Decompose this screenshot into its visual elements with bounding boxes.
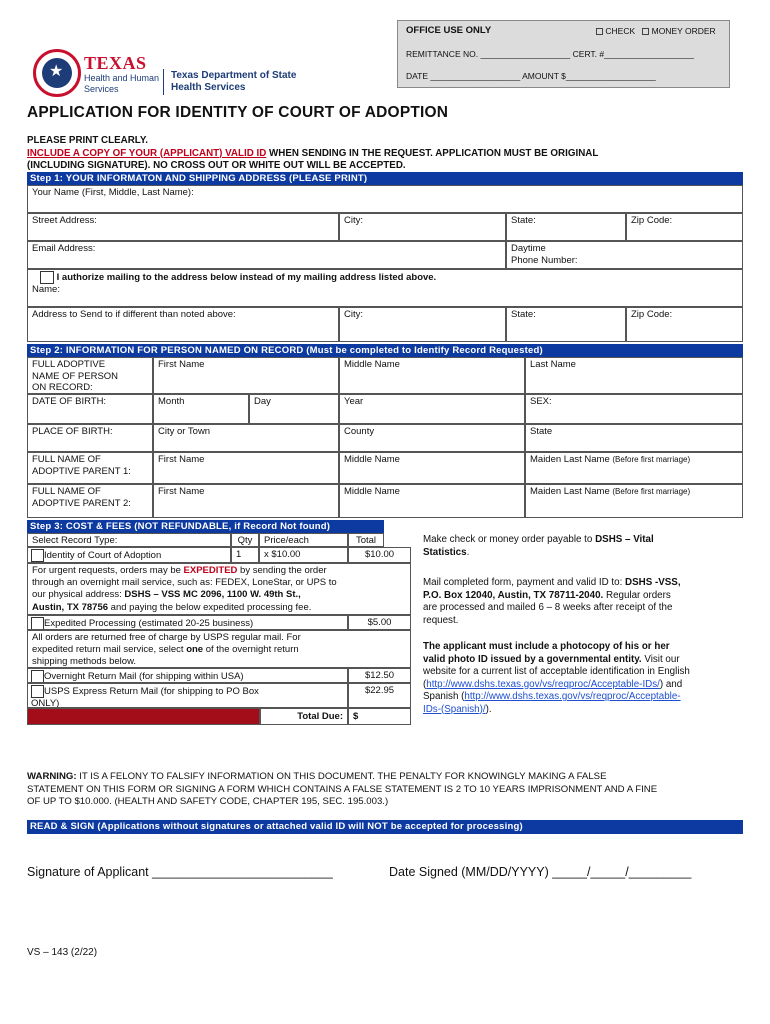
star-icon: ★ <box>49 63 64 80</box>
urgent-part-4: our physical address: <box>32 589 125 601</box>
urgent-part-1: For urgent requests, orders may be <box>32 565 184 576</box>
qty-header: Qty <box>231 533 259 547</box>
signature-notice: (INCLUDING SIGNATURE). NO CROSS OUT OR WHITE OUT WILL BE ACCEPTED. <box>27 160 406 171</box>
send-address-label: Address to Send to if different than noted above: <box>32 309 236 320</box>
expedited-row <box>27 615 348 630</box>
payment-type <box>596 26 723 36</box>
dob-month[interactable] <box>153 394 249 424</box>
mail-address-1: DSHS -VSS, <box>625 577 681 588</box>
pob-state-label: State <box>530 426 553 437</box>
full-adoptive-line-3: ON RECORD: <box>32 382 93 393</box>
phone-label-1: Daytime <box>511 243 546 254</box>
usps-label-2: ONLY) <box>31 698 60 708</box>
your-name-field[interactable] <box>27 185 743 213</box>
select-record-label <box>27 533 231 547</box>
check-label: CHECK <box>605 26 636 36</box>
alt-zip-label: Zip Code: <box>631 309 673 320</box>
include-id-notice: INCLUDE A COPY OF YOUR (APPLICANT) VALID ID <box>27 147 267 159</box>
payable-to-2: Statistics <box>423 546 467 558</box>
city-town-label: City or Town <box>158 426 211 437</box>
urgent-part-3: through an overnight mail service, such as: FEDEX, LoneStar, or UPS to <box>32 577 337 589</box>
phone-label-2: Phone Number: <box>511 254 578 266</box>
email-label: Email Address: <box>32 243 96 254</box>
parent1-label-cell <box>27 452 153 484</box>
parent1-first-label: First Name <box>158 454 205 465</box>
pob-county[interactable] <box>339 424 525 452</box>
record-first-name[interactable] <box>153 357 339 394</box>
mail-text-2: Regular orders <box>603 589 671 601</box>
return-text <box>27 630 411 668</box>
read-sign-header: READ & SIGN (Applications without signatures or attached valid ID will NOT be accepted for processing) <box>27 820 743 834</box>
identity-qty[interactable]: 1 <box>231 547 259 563</box>
and-text: ) and <box>659 678 683 690</box>
visit-text: Visit our <box>641 653 680 665</box>
payable-text: Make check or money order payable to <box>423 534 596 545</box>
month-label: Month <box>158 396 185 407</box>
pob-label-cell <box>27 424 153 452</box>
parent1-maiden-name[interactable] <box>525 452 743 484</box>
warning-text-2: STATEMENT ON THIS FORM OR SIGNING A FORM WHICH CONTAINS A FALSE STATEMENT IS 2 TO 10 YEARS IMPRISONMENT AND A FINE <box>27 783 658 795</box>
urgent-text <box>27 563 411 615</box>
remittance-line: REMITTANCE NO. ___________________ CERT. #___________________ <box>406 49 694 59</box>
spanish-id-link-1[interactable]: http://www.dshs.texas.gov/vs/reqproc/Acceptable- <box>464 691 681 702</box>
money-order-label: MONEY ORDER <box>651 26 716 36</box>
usps-checkbox[interactable] <box>31 685 44 698</box>
expedited-checkbox[interactable] <box>31 617 44 630</box>
overnight-row <box>27 668 348 683</box>
authorize-label: I authorize mailing to the address below instead of my mailing address listed above. <box>56 272 437 284</box>
dshs-line-1: Texas Department of State <box>171 70 297 81</box>
hhs-line-1: Health and Human <box>84 73 160 83</box>
expedited-price: $5.00 <box>348 615 411 630</box>
id-requirement-info: The applicant must include a photocopy of his or her valid photo ID issued by a governmental entity. Visit our website for a current list of acceptable identification in English (http://www.dshs.texas.gov/vs/reqproc/Acceptable-IDs/) and Spanish (http://www.dshs.texas.gov/vs/reqproc/Acceptable- IDs-(Spanish)/). <box>423 641 690 715</box>
state-label: State: <box>511 215 536 226</box>
texas-seal-logo <box>33 49 81 97</box>
print-clearly: PLEASE PRINT CLEARLY. <box>27 135 149 146</box>
year-label: Year <box>344 396 364 407</box>
overnight-price: $12.50 <box>348 668 411 683</box>
office-use-box <box>397 20 730 88</box>
pob-label: PLACE OF BIRTH: <box>32 426 113 437</box>
authorize-row <box>27 269 743 307</box>
pob-city[interactable] <box>153 424 339 452</box>
logo-divider <box>163 69 164 95</box>
return-part-2b: of the overnight return <box>203 644 299 656</box>
dshs-line-2: Health Services <box>171 82 246 93</box>
parent2-maiden-name[interactable] <box>525 484 743 518</box>
overnight-label: Overnight Return Mail (for shipping within USA) <box>44 671 244 683</box>
zip-field[interactable] <box>626 213 743 241</box>
parent2-line-2: ADOPTIVE PARENT 2: <box>32 497 131 509</box>
identity-total: $10.00 <box>348 547 411 563</box>
parent2-line-1: FULL NAME OF <box>32 486 101 497</box>
return-part-2a: expedited return mail service, select <box>32 644 187 656</box>
first-name-label: First Name <box>158 359 205 370</box>
zip-label: Zip Code: <box>631 215 673 226</box>
page-title: APPLICATION FOR IDENTITY OF COURT OF ADOPTION <box>27 104 449 121</box>
hhs-line-2: Services <box>84 84 119 94</box>
parent2-middle-label: Middle Name <box>344 486 400 497</box>
street-address-field[interactable] <box>27 213 339 241</box>
id-requirement-1: The applicant must include a photocopy of his or her <box>423 641 670 652</box>
authorize-checkbox[interactable] <box>40 271 54 284</box>
parent1-first-name[interactable] <box>153 452 339 484</box>
parent1-maiden-note: (Before first marriage) <box>612 455 691 464</box>
mail-text-3: are processed and mailed 6 – 8 weeks after receipt of the <box>423 602 673 613</box>
check-checkbox[interactable] <box>596 28 603 35</box>
parent2-label-cell <box>27 484 153 518</box>
alt-state-label: State: <box>511 309 536 320</box>
step2-header: Step 2: INFORMATION FOR PERSON NAMED ON RECORD (Must be completed to Identify Record Requested) <box>27 344 743 357</box>
mail-info <box>423 577 743 627</box>
step3-header: Step 3: COST & FEES (NOT REFUNDABLE, if Record Not found) <box>27 520 384 533</box>
physical-address-1: DSHS – VSS MC 2096, 1100 W. 49th St., <box>124 589 301 601</box>
date-amount-line: DATE ___________________ AMOUNT $___________________ <box>406 71 656 81</box>
dob-year[interactable] <box>339 394 525 424</box>
overnight-checkbox[interactable] <box>31 670 44 683</box>
identity-checkbox[interactable] <box>31 549 44 562</box>
county-label: County <box>344 426 375 437</box>
parent2-maiden-note: (Before first marriage) <box>612 487 691 496</box>
dob-label: DATE OF BIRTH: <box>32 396 107 407</box>
parent2-maiden-label: Maiden Last Name <box>530 486 610 497</box>
usps-price: $22.95 <box>348 683 411 708</box>
email-field[interactable] <box>27 241 506 269</box>
identity-price: x $10.00 <box>259 547 348 563</box>
spanish-text: Spanish ( <box>423 691 465 702</box>
alt-state-field[interactable] <box>506 307 626 342</box>
city-label: City: <box>344 215 363 226</box>
return-part-1: All orders are returned free of charge by USPS regular mail. For <box>32 632 301 643</box>
parent1-middle-name[interactable] <box>339 452 525 484</box>
money-order-checkbox[interactable] <box>642 28 649 35</box>
intro <box>27 135 747 173</box>
warning-text-3: OF UP TO $10.000. (HEALTH AND SAFETY CODE, CHAPTER 195, SEC. 195.003.) <box>27 796 389 807</box>
street-label: Street Address: <box>32 215 97 226</box>
price-header: Price/each <box>259 533 348 547</box>
last-name-label: Last Name <box>530 359 576 370</box>
parent2-first-name[interactable] <box>153 484 339 518</box>
total-header: Total <box>348 533 384 547</box>
urgent-part-5: and paying the below expedited processing fee. <box>108 601 312 613</box>
english-id-link[interactable]: http://www.dshs.texas.gov/vs/reqproc/Acceptable-IDs/ <box>426 678 660 690</box>
phone-field[interactable] <box>506 241 743 269</box>
mail-text: Mail completed form, payment and valid ID to: <box>423 577 626 588</box>
parent1-line-2: ADOPTIVE PARENT 1: <box>32 465 131 477</box>
identity-label: Identity of Court of Adoption <box>44 550 162 562</box>
alt-name-label: Name: <box>32 284 60 295</box>
state-field[interactable] <box>506 213 626 241</box>
alt-city-label: City: <box>344 309 363 320</box>
original-notice: WHEN SENDING IN THE REQUEST. APPLICATION MUST BE ORIGINAL <box>266 147 599 159</box>
hhs-name <box>84 73 159 95</box>
parent1-line-1: FULL NAME OF <box>32 454 101 465</box>
your-name-label: Your Name (First, Middle, Last Name): <box>32 187 194 198</box>
dshs-name <box>171 70 296 94</box>
parent1-middle-label: Middle Name <box>344 454 400 465</box>
sex-field[interactable] <box>525 394 743 424</box>
spanish-id-link-2[interactable]: IDs-(Spanish)/ <box>423 703 486 715</box>
middle-name-label: Middle Name <box>344 359 400 370</box>
usps-label-1: USPS Express Return Mail (for shipping to PO Box <box>44 686 259 698</box>
one-word: one <box>186 644 204 656</box>
urgent-part-2: by sending the order <box>237 565 327 576</box>
send-address-field[interactable] <box>27 307 339 342</box>
expedited-label: Expedited Processing (estimated 20-25 business) <box>44 618 254 630</box>
id-requirement-2: valid photo ID issued by a governmental entity. <box>423 653 642 665</box>
mail-address-2: P.O. Box 12040, Austin, TX 78711-2040. <box>423 589 604 601</box>
office-use-title: OFFICE USE ONLY <box>406 25 492 36</box>
full-adoptive-label-cell <box>27 357 153 394</box>
parent1-maiden-label: Maiden Last Name <box>530 454 610 465</box>
record-middle-name[interactable] <box>339 357 525 394</box>
record-last-name[interactable] <box>525 357 743 394</box>
sex-label: SEX: <box>530 396 552 407</box>
return-part-3: shipping methods below. <box>32 656 137 668</box>
warning-block <box>27 771 743 809</box>
parent2-first-label: First Name <box>158 486 205 497</box>
warning-label: WARNING: <box>27 771 77 782</box>
physical-address-2: Austin, TX 78756 <box>32 601 109 613</box>
signature-line[interactable]: Signature of Applicant __________________________ <box>27 865 333 879</box>
texas-wordmark: TEXAS <box>84 53 147 73</box>
select-record-text: Select Record Type: <box>32 535 118 546</box>
parent2-middle-name[interactable] <box>339 484 525 518</box>
identity-row <box>27 547 231 563</box>
dob-label-cell <box>27 394 153 424</box>
city-field[interactable] <box>339 213 506 241</box>
pob-state[interactable] <box>525 424 743 452</box>
date-signed-line[interactable]: Date Signed (MM/DD/YYYY) _____/_____/_________ <box>389 865 692 879</box>
visit-text-2: website for a current list of acceptable identification in English <box>423 666 690 677</box>
usps-row <box>27 683 348 708</box>
mail-text-4: request. <box>423 614 459 626</box>
full-adoptive-line-1: FULL ADOPTIVE <box>32 359 106 370</box>
end-text: ). <box>485 703 492 715</box>
alt-city-field[interactable] <box>339 307 506 342</box>
warning-text-1: IT IS A FELONY TO FALSIFY INFORMATION ON THIS DOCUMENT. THE PENALTY FOR KNOWINGLY MAKING A FALSE <box>76 771 607 782</box>
full-adoptive-line-2: NAME OF PERSON <box>32 370 119 382</box>
form-id: VS – 143 (2/22) <box>27 947 98 958</box>
total-due-bar <box>27 708 260 725</box>
step1-header: Step 1: YOUR INFORMATON AND SHIPPING ADDRESS (PLEASE PRINT) <box>27 172 743 185</box>
payable-info: Make check or money order payable to DSHS – Vital Statistics. <box>423 534 654 558</box>
payable-to-1: DSHS – Vital <box>595 534 654 545</box>
day-label: Day <box>254 396 271 407</box>
dob-day[interactable] <box>249 394 339 424</box>
alt-zip-field[interactable] <box>626 307 743 342</box>
total-due-field[interactable]: $ <box>348 708 411 725</box>
total-due-label: Total Due: <box>260 708 348 725</box>
expedited-word: EXPEDITED <box>183 565 238 576</box>
